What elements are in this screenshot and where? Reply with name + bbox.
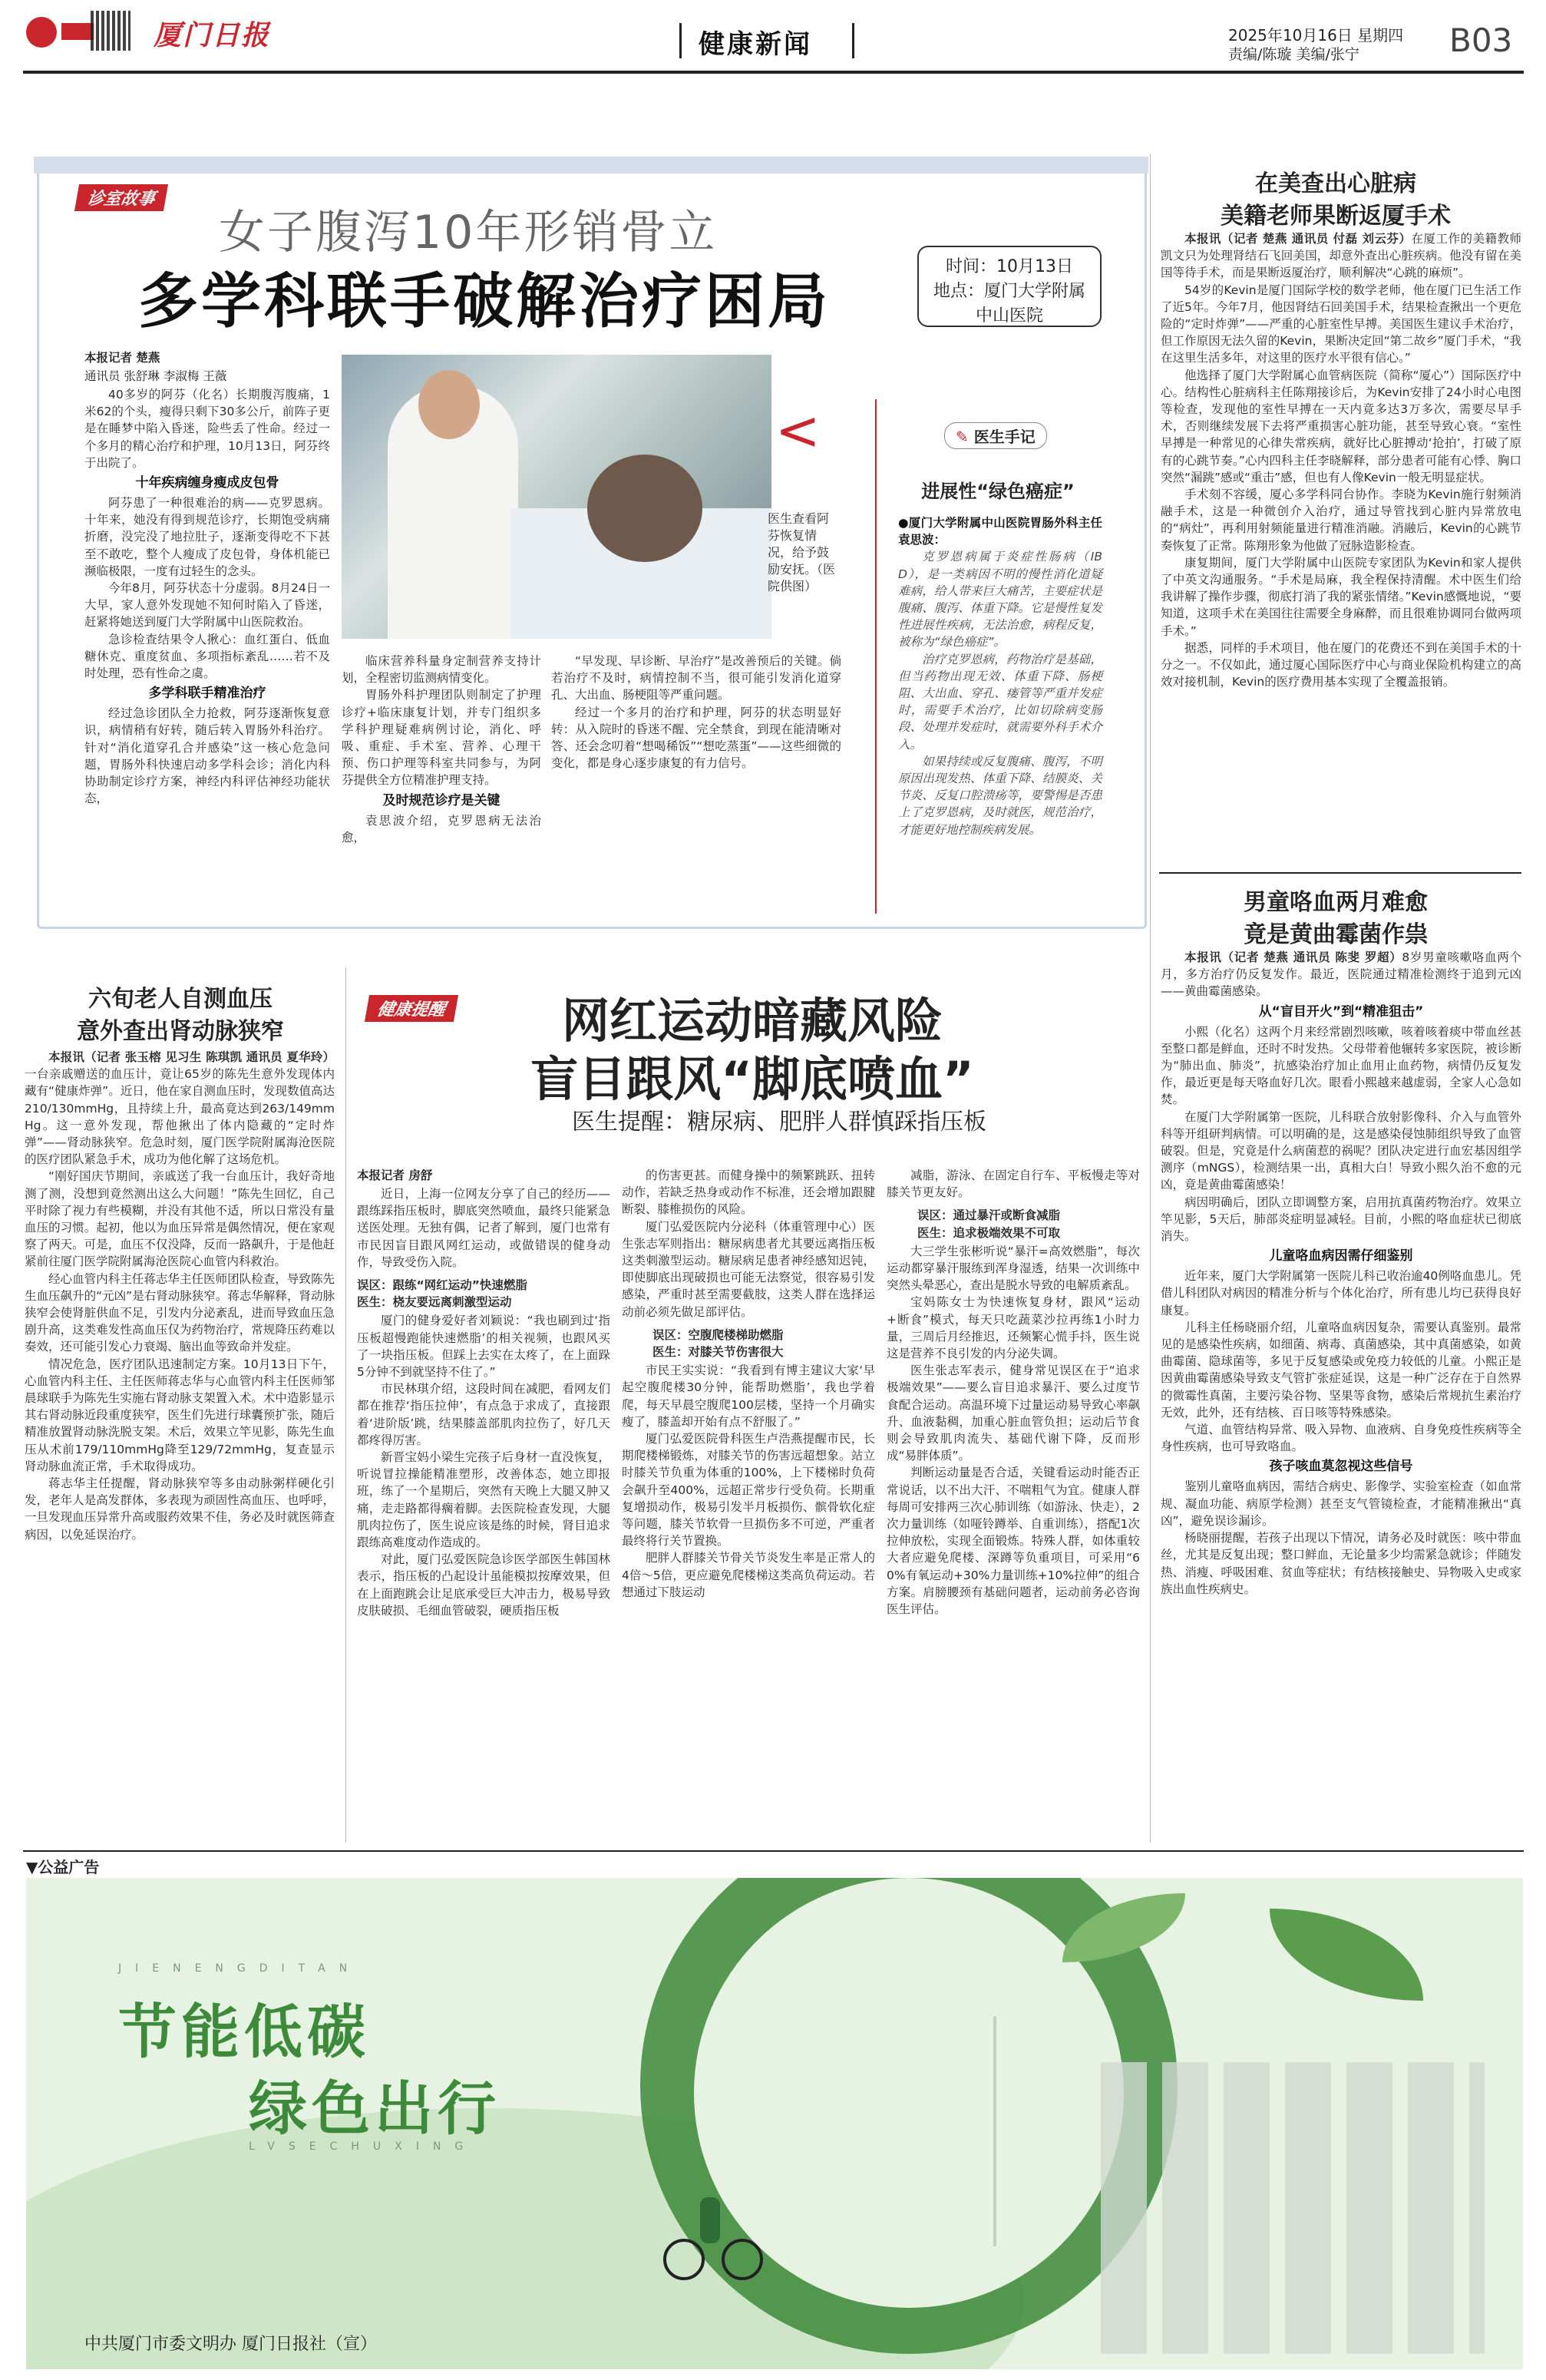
story4-col3 [887,1167,1140,1618]
header-divider-2 [852,23,854,58]
story4-tag-label: 健康提醒 [365,995,458,1022]
pencil-icon: ✎ [956,428,969,446]
doctor-note-p2: 治疗克罗恩病，药物治疗是基础，但当药物出现无效、体重下降、肠梗阻、大出血、穿孔、瘘管等严重并发症时，需要手术治疗，比如切除病变肠段、处理并发症时，就需要外科手术介入。 [898,652,1102,752]
story5-p9: 杨晓丽提醒，若孩子出现以下情况，请务必及时就医：咳中带血丝，尤其是反复出现；整口鲜血，无论量多少均需紧急就诊；伴随发热、消瘦、呼吸困难、贫血等症状；有结核接触史、异物吸入史或家族出血性疾病史。 [1161,1531,1521,1596]
story1-title2: 多学科联手破解治疗困局 [138,267,831,336]
story1-time-box [917,246,1102,327]
paper-name: 厦门日报 [154,19,271,51]
rider-body [700,2197,720,2243]
left-col-divider [345,967,346,1843]
header-rule [23,71,1524,74]
story2-p3: 他选择了厦门大学附属心血管病医院（简称“厦心”）国际医疗中心。结构性心脏病科主任陈翔接诊后，为Kevin安排了24小时心电图等检查，发现他的室性早搏在一天内竟多达3万多次，需要尽早手术，否则继续发展下去将严重损害心脏功能，甚至导致心衰。“室性早搏是一种常见的心律失常疾病，就好比心脏搏动‘抢拍’，打破了原有的心跳节奏。”心内四科主任李晓解释，部分患者可能有心悸、胸口突然“漏跳”感或“重击”感，但也有人像Kevin一般无明显症状。 [1161,368,1521,484]
story2-body [1161,230,1521,690]
story4-c3p3: 宝妈陈女士为快速恢复身材，跟风“运动+断食”模式，每天只吃蔬菜沙拉再练1小时力量，三周后月经推迟，还频繁心慌手抖，医生说这是营养不良引发的内分泌失调。 [887,1295,1140,1361]
story1-tag [77,184,166,211]
doctor-note-tag [944,422,1047,449]
right-col-divider [1150,154,1151,1843]
ad-sponsor: 中共厦门市委文明办 厦门日报社（宣） [84,2335,377,2354]
story4-reporter: 本报记者 房舒 [357,1169,433,1182]
story1-title1: 女子腹泻10年形销骨立 [219,206,718,259]
ad-pinyin-top: JIENENGDITAN [118,1962,362,1975]
ad-pinyin-bottom: LVSECHUXING [249,2140,477,2153]
story1-p5: 经过急诊团队全力抢救，阿芬逐渐恢复意识，病情稍有好转，随后转入胃肠外科治疗。针对“消化道穿孔合并感染”这一核心危急问题，胃肠外科快速启动多学科会诊；消化内科协助制定诊疗方案，神经内科评估神经功能状态， [84,706,330,806]
ad-leaf-icon [1270,1909,1423,2001]
story1-reporter: 本报记者 楚燕 [84,351,160,365]
story1-tag-label: 诊室故事 [74,184,168,211]
story2-p6: 据悉，同样的手术项目，他在厦门的花费还不到在美国手术的十分之一。不仅如此，通过厦心国际医疗中心与商业保险机构建立的高效对接机制，Kevin的医疗费用基本实现了全覆盖报销。 [1161,640,1521,689]
story4-c2p5: 肥胖人群膝关节骨关节炎发生率是正常人的4倍～5倍，更应避免爬楼梯这类高负荷运动。若想通过下肢运动 [622,1551,875,1599]
story5-reporter: 本报讯（记者 楚燕 通讯员 陈斐 罗超） [1184,950,1402,964]
story4-m2a: 误区：空腹爬楼梯助燃脂 [652,1327,784,1342]
doctor-note-title: 进展性“绿色癌症” [921,481,1075,502]
story5-p4: 病因明确后，团队立即调整方案，启用抗真菌药物治疗。效果立竿见影，5天后，肺部炎症明显减轻。目前，小熙的咯血症状已彻底消失。 [1161,1195,1521,1244]
story5-title1: 男童咯血两月难愈 [1244,889,1428,916]
story4-c1p2: 厦门的健身爱好者刘颖说：“我也刷到过‘指压板超慢跑能快速燃脂’的相关视频，也跟风买了一块指压板。但踩上去实在太疼了，在上面跺5分钟不到就坚持不住了。” [357,1314,610,1380]
story5-p7: 气道、血管结构异常、吸入异物、血液病、自身免疫性疾病等全身性疾病，也可导致咯血。 [1161,1423,1521,1454]
story4-m3a: 误区：通过暴汗或断食减脂 [917,1208,1061,1223]
doctor-note-p1: 克罗恩病属于炎症性肠病（IBD），是一类病因不明的慢性消化道疑难病，给人带来巨大痛苦，主要症状是腹痛、腹泻、体重下降。它是慢性复发性进展性疾病，无法治愈，病程反复，被称为“绿色癌症”。 [898,550,1102,650]
story3-reporter: 本报讯（记者 张玉榕 见习生 陈琪凯 通讯员 夏华玲） [48,1050,335,1064]
story5-body [1161,949,1521,1598]
story4-col1 [357,1167,610,1619]
qr-code-icon [91,11,130,51]
story5-title2: 竟是黄曲霉菌作祟 [1244,921,1428,948]
newspaper-logo-icon [26,17,57,48]
story1-photo [342,355,771,639]
photo-patient [587,455,702,562]
story1-p7: 胃肠外科护理团队则制定了护理诊疗+临床康复计划，并专门组织多学科护理疑难病例讨论，消化、呼吸、重症、手术室、营养、心理干预、伤口护理等科室共同参与，为阿芬提供全方位精准护理支持。 [342,688,541,788]
page-editors: 责编/陈璇 美编/张宁 [1228,46,1359,63]
doctor-note-body [898,514,1102,838]
ad-cyclist-icon [663,2193,763,2277]
story4-c1p3: 市民林琪介绍，这段时间在减肥，看网友们都在推荐‘指压拉伸’，有点急于求成了，直接跟着‘进阶版’跳，结果膝盖部肌肉拉伤了，好几天都疼得厉害。 [357,1382,610,1447]
story3-p5: 蒋志华主任提醒，肾动脉狭窄等多由动脉粥样硬化引发，老年人是高发群体，多表现为顽固性高血压、也呼呼，一旦发现血压异常升高或服药效果不佳，务必及时就医筛查病因，以免延误治疗。 [25,1476,335,1542]
story4-m3b: 医生：追求极端效果不可取 [917,1225,1061,1240]
story5-p3: 在厦门大学附属第一医院，儿科联合放射影像科、介入与血管外科等开组研判病情。可以明确的是，这是感染侵蚀肺组织导致了血管破裂。但是，究竟是什么病菌惹的祸呢？团队决定进行血宏基因组学测序（mNGS），检测结果一出，真相大白！导致小熙久治不愈的元凶，竟是黄曲霉菌感染！ [1161,1109,1521,1192]
story4-c1p4: 新晋宝妈小梁生完孩子后身材一直没恢复，听说冒拉操能精准塑形，改善体态，她立即报班，练了一个星期后，突然有天晚上大腿又肿又痛，走走路都得瘸着脚。去医院检查发现，大腿肌肉拉伤了，医生说应该是练的时候，肾目追求跟练高难度动作造成的。 [357,1450,610,1550]
doctor-note-author: ●厦门大学附属中山医院胃肠外科主任 袁思波： [898,516,1102,547]
story4-title1: 网红运动暗藏风险 [561,993,943,1049]
masthead [0,0,1546,64]
story4-c3p2: 大三学生张彬听说“暴汗=高效燃脂”，每次运动都穿暴汗服练到浑身湿透，结果一次训练中突然头晕恶心，查出是脱水导致的电解质紊乱。 [887,1244,1140,1293]
story2-title1: 在美查出心脏病 [1255,170,1416,197]
story4-c2p1: 的伤害更甚。而健身操中的频繁跳跃、扭转动作，若缺乏热身或动作不标准，还会增加跟腱断裂、膝椎损伤的风险。 [622,1169,875,1217]
story1-time: 时间：10月13日 [946,257,1073,276]
story5-p1: 8岁男童咳嗽咯血两个月，多方治疗仍反复发作。最近，医院通过精准检测终于追到元凶——黄曲霉菌感染。 [1161,950,1521,999]
ad-line1: 节能低碳 [118,1998,370,2066]
story4-subtitle: 医生提醒：糖尿病、肥胖人群慎踩指压板 [572,1109,986,1135]
story4-c2p3: 市民王实实说：“我看到有博主建议大家‘早起空腹爬楼30分钟，能帮助燃脂’，我也学着爬，每天早晨空腹爬100层楼，坚持一个月确实瘦了，膝盖却开始有点不舒服了。” [622,1364,875,1429]
issue-date: 2025年10月16日 星期四 [1228,26,1404,45]
story3-title1: 六旬老人自测血压 [88,986,273,1013]
ad-city-skyline [1101,2062,1485,2354]
story1-p8: 袁思波介绍，克罗恩病无法治愈， [342,813,541,845]
right-col-rule [1159,872,1521,874]
story5-h1: 从“盲目开火”到“精准狙击” [1258,1003,1424,1020]
story1-p4: 急诊检查结果令人揪心：血红蛋白、低血糖休克、重度贫血、多项指标紊乱……若不及时处理，恐有性命之虞。 [84,632,330,681]
photo-doctor-head [418,370,480,439]
doctor-note-tag-label: 医生手记 [973,428,1036,446]
story5-p2: 小熙（化名）这两个月来经常剧烈咳嗽，咳着咳着痰中带血丝甚至整口都是鲜血，还时不时发热。父母带着他辗转多家医院，被诊断为“肺出血、肺炎”，抗感染治疗加止血用止血药物，病情仍反复发作，最近更是每天咯血好几次。眼看小熙越来越虚弱，全家人心急如焚。 [1161,1024,1521,1107]
story3-p2: “刚好国庆节期间，亲戚送了我一台血压计，我好奇地测了测，没想到竟然测出这么大问题！”陈先生回忆，自己平时除了视力有些模糊，并没有其他不适，所以日常没有量血压的习惯。起初，他以为血压异常是偶然情况，便在家观察了两天。可是，血压不仅没降，反而一路飙升，于是他赶紧前往厦门医学院附属海沧医院心血管内科救治。 [25,1169,335,1269]
story4-tag [367,995,456,1022]
story1-p2: 阿芬患了一种很难治的病——克罗恩病。十年来，她没有得到规范诊疗，长期饱受病痛折磨，没完没了地拉肚子，逐渐变得吃不下甚至不敢吃，整个人瘦成了皮包骨，身体机能已濒临极限，一度有过轻生的念头。 [84,496,330,578]
story4-c1p5: 对此，厦门弘爱医院急诊医学部医生韩国林表示，指压板的凸起设计虽能模拟按摩效果，但在上面跑跳会让足底承受巨大冲击力，极易导致皮肤破损、毛细血管破裂，硬质指压板 [357,1552,610,1618]
story5-h2: 儿童咯血病因需仔细鉴别 [1269,1248,1413,1264]
story4-m1a: 误区：跟练“网红运动”快速燃脂 [357,1278,527,1293]
header-divider [679,23,682,58]
story1-col2 [342,653,541,846]
story2-title2: 美籍老师果断返厦手术 [1221,203,1451,230]
ad-label: ▼公益广告 [26,1858,100,1876]
story4-m2b: 医生：对膝关节伤害很大 [652,1345,784,1360]
story2-p2: 54岁的Kevin是厦门国际学校的数学老师，他在厦门已生活工作了近5年。今年7月，他因肾结石回美国手术，结果检查揪出一个更危险的“定时炸弹”——严重的心脏室性早搏。美国医生建议手术治疗，但工作原因无法久留的Kevin，果断决定回“第二故乡”厦门手术，“我在这里生活多年，对这里的医疗水平很有信心。” [1161,283,1521,365]
story1-p3: 今年8月，阿芬状态十分虚弱。8月24日一大早，家人意外发现她不知何时陷入了昏迷，赶紧将她送到厦门大学附属中山医院救治。 [84,581,330,630]
story2-reporter: 本报讯（记者 楚燕 通讯员 付磊 刘云芬） [1184,232,1412,246]
story4-col2 [622,1167,875,1601]
ad-wind-turbine-icon [993,2016,996,2246]
story2-p5: 康复期间，厦门大学附属中山医院专家团队为Kevin和家人提供了中英文沟通服务。“手术是局麻，我全程保持清醒。术中医生们给我讲解了操作步骤，彻底打消了我的紧张情绪。”Kevin感慨地说，“要知道，这项手术在美国往往需要全身麻醉，而且很难协调同台做两项手术。” [1161,555,1521,638]
story1-col3 [551,653,841,772]
story1-bg-shadow [34,157,1148,174]
page-number: B03 [1449,21,1513,59]
story4-c2p2: 厦门弘爱医院内分泌科（体重管理中心）医生张志军则指出：糖尿病患者尤其要远离指压板这类刺激型运动。糖尿病足患者神经感知迟钝，即使脚底出现破损也可能无法察觉，很容易引发感染，严重时甚至需要截肢，这类人群在选择运动前必须先做足部评估。 [622,1219,875,1319]
story4-c3p4: 医生张志军表示，健身常见误区在于“追求极端效果”——要么盲目追求暴汗、要么过度节食配合运动。高温环境下过量运动易导致心率飙升、血液黏稠，加重心脏血管负担；运动后节食则会导致肌肉流失、基础代谢下降，反而形成“易胖体质”。 [887,1364,1140,1463]
bike-wheel-left [663,2239,705,2280]
ad-line2: 绿色出行 [249,2074,500,2143]
story3-p1: 一台亲戚赠送的血压计，竟让65岁的陈先生意外发现体内藏有“健康炸弹”。近日，他在家自测血压时，发现数值高达210/130mmHg，且持续上升，最高竟达到263/149mmHg。这一意外发现，帮他揪出了体内隐藏的“定时炸弹”——肾动脉狭窄。危急时刻，厦门医学院附属海沧医院的医疗团队紧急手术，成功为他化解了这场危机。 [25,1067,335,1167]
story1-p9: “早发现、早诊断、早治疗”是改善预后的关键。倘若治疗不及时，病情控制不当，很可能引发消化道穿孔、大出血、肠梗阻等严重问题。 [551,654,841,702]
ad-top-rule [23,1850,1524,1852]
story1-p6: 临床营养科量身定制营养支持计划，全程密切监测病情变化。 [342,654,541,686]
story1-col-divider [875,399,877,914]
story1-h1: 十年疾病缠身瘦成皮包骨 [135,475,279,491]
story5-p8: 鉴别儿童咯血病因，需结合病史、影像学、实验室检查（如血常规、凝血功能、病原学检测）甚至支气管镜检查，才能精准揪出“真凶”，避免误诊漏诊。 [1161,1479,1521,1528]
story1-p1: 40多岁的阿芬（化名）长期腹泻腹痛，1米62的个头，瘦得只剩下30多公斤，前阵子更是在睡梦中陷入昏迷，险些丢了性命。经过一个多月的精心治疗和护理，10月13日，阿芬终于出院了。 [84,388,330,470]
story5-h3: 孩子咳血莫忽视这些信号 [1269,1459,1413,1475]
public-ad [26,1878,1523,2369]
photo-arrow-icon: < [775,399,821,462]
story1-place: 地点：厦门大学附属中山医院 [933,282,1085,326]
story1-reporter2: 通讯员 张舒琳 李淑梅 王薇 [84,369,227,383]
story4-c2p4: 厦门弘爱医院骨科医生卢浩燕提醒市民，长期爬楼梯锻炼，对膝关节的伤害远超想象。站立时膝关节负重为体重的100%，上下楼梯时负荷会飙升至400%，远超正常步行受负荷。长期重复增损动作，极易引发半月板损伤、髌骨软化症等问题，膝关节软骨一旦损伤多不可逆，严重者最终将行关节置换。 [622,1432,875,1549]
story4-c1p1: 近日，上海一位网友分享了自己的经历——跟练踩指压板时，脚底突然喷血，最终只能紧急送医处理。无独有偶，记者了解到，厦门也常有市民因盲目跟风网红运动，或做错误的健身动作，导致受伤入院。 [357,1187,610,1269]
section-title: 健康新闻 [699,29,812,60]
story2-p1: 在厦工作的美籍教师凯文只为处理肾结石飞回美国，却意外查出心脏疾病。他没有留在美国等待手术，而是果断返厦治疗，顺利解决“心跳的麻烦”。 [1161,232,1521,280]
story3-body [25,1049,335,1543]
story2-p4: 手术刻不容缓，厦心多学科同台协作。李晓为Kevin施行射频消融手术，这是一种微创介入治疗，通过导管找到心脏内异常放电的“病灶”，再利用射频能量进行精准消融。消融后，Kevin的心跳节奏恢复了正常。陈翔形象为他做了冠脉造影检查。 [1161,488,1521,553]
story3-p4: 情况危急，医疗团队迅速制定方案。10月13日下午，心血管内科主任、主任医师蒋志华与心血管内科主任医师邹晨球联手为陈先生实施右肾动脉支架置入术。术中造影显示其右肾动脉近段重度狭窄，医生们先进行球囊预扩张，随后精准放置肾动脉洗脱支架。术后，效果立竿见影，陈先生血压从术前179/110mmHg降至129/72mmHg，复查显示肾动脉血流正常，手术取得成功。 [25,1357,335,1473]
story1-col1 [84,349,330,807]
doctor-note-p3: 如果持续或反复腹痛、腹泻，不明原因出现发热、体重下降、结膜炎、关节炎、反复口腔溃疡等，要警惕是否患上了克罗恩病，及时就医，规范治疗，才能更好地控制疾病发展。 [898,754,1102,837]
story3-title2: 意外查出肾动脉狭窄 [77,1018,284,1045]
bike-wheel-right [722,2239,763,2280]
story4-title2: 盲目跟风“脚底喷血” [530,1051,974,1107]
story1-p10: 经过一个多月的治疗和护理，阿芬的状态明显好转：从入院时的昏迷不醒、完全禁食，到现在能清晰对答、还会念叨着“想喝稀饭”“想吃蒸蛋”——这些细微的变化，都是身心逐步康复的有力信号。 [551,705,841,771]
story1-h2: 多学科联手精准治疗 [148,686,266,702]
story3-p3: 经心血管内科主任蒋志华主任医师团队检查，导致陈先生血压飙升的“元凶”是右肾动脉狭窄。蒋志华解释，肾动脉狭窄会使肾脏供血不足，引发内分泌紊乱，进而导致血压急剧升高，这类难发性高血压仅为药物治疗，常规降压药难以奏效，还可能引发心力衰竭、脑出血等致命并发症。 [25,1271,335,1354]
story4-m1b: 医生：桡友要远离刺激型运动 [357,1295,512,1310]
story5-p5: 近年来，厦门大学附属第一医院儿科已收治逾40例咯血患儿。凭借儿科团队对病因的精准分析与个体化治疗，所有患儿均已获得良好康复。 [1161,1269,1521,1317]
story5-p6: 儿科主任杨晓丽介绍，儿童咯血病因复杂，需要认真鉴别。最常见的是感染性疾病，如细菌、病毒、真菌感染，其中真菌感染，如黄曲霉菌、隐球菌等，多见于反复感染或免疫力较低的儿童。小熙正是因黄曲霉菌感染导致支气管扩张症延误，这是一种广泛存在于自然界的微霉性真菌，主要污染谷物、坚果等食物，感染后常规抗生素治疗无效，此外，还有结核、百日咳等特殊感染。 [1161,1320,1521,1420]
story4-c3p1: 减脂，游泳、在固定自行车、平板慢走等对膝关节更友好。 [887,1169,1140,1200]
story1-caption: 医生查看阿芬恢复情况，给予鼓励安抚。（医院供图） [768,511,836,593]
story4-c3p5: 判断运动量是否合适，关键看运动时能否正常说话，以不出大汗、不喘粗气为宜。健康人群每周可安排两三次心肺训练（如游泳、快走），2次力量训练（如哑铃蹲举、自重训练），搭配1次拉伸放松，实现全面锻炼。特殊人群，如体重较大者应避免爬楼、深蹲等负重项目，可采用“60%有氧运动+30%力量训练+10%拉伸”的组合方案。肩膀腰颈有基础问题者，运动前务必咨询医生评估。 [887,1466,1140,1617]
story1-h3: 及时规范诊疗是关键 [382,792,500,808]
